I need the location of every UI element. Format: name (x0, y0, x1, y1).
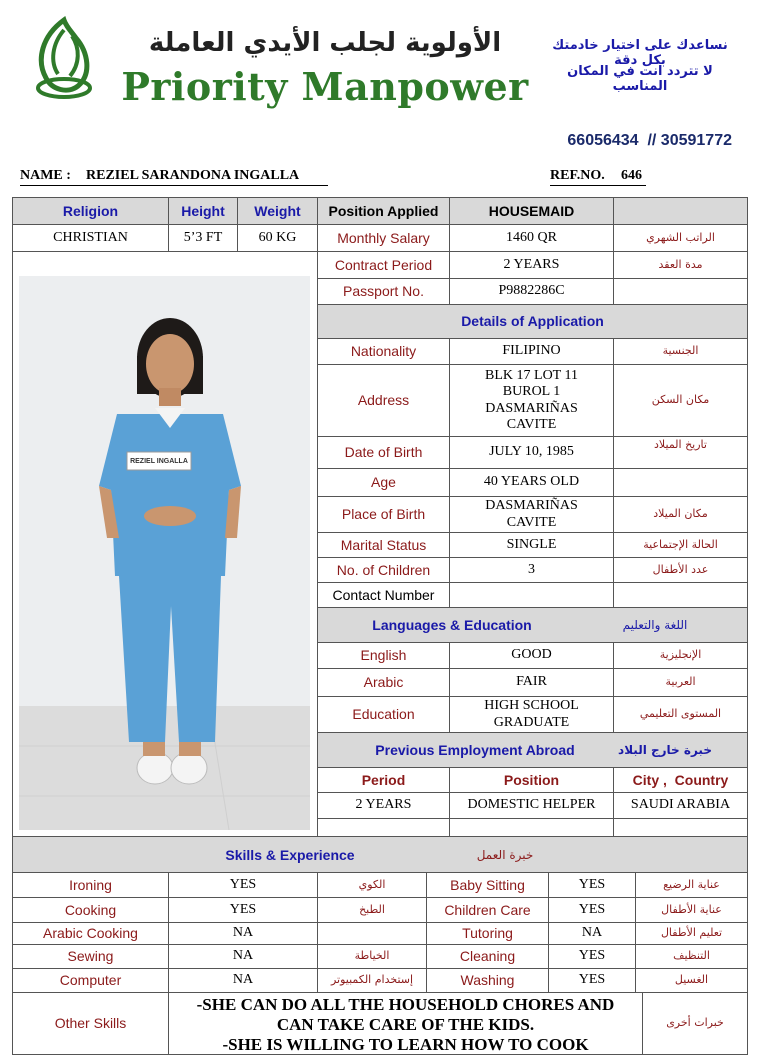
english-label: English (317, 642, 450, 669)
children-value: 3 (449, 557, 614, 583)
skill-left-ar-1: الكوي (317, 872, 427, 898)
prev-country-2 (613, 818, 748, 837)
company-name-ar: الأولوية لجلب الأيدي العاملة (148, 28, 502, 58)
place-of-birth-label: Place of Birth (317, 496, 450, 533)
place-of-birth-value: DASMARIÑAS CAVITE (449, 496, 614, 533)
height-value: 5’3 FT (168, 224, 238, 252)
children-ar: عدد الأطفال (613, 557, 748, 583)
skill-right-ar-3: تعليم الأطفال (635, 922, 748, 945)
address-value: BLK 17 LOT 11 BUROL 1 DASMARIÑAS CAVITE (449, 364, 614, 437)
children-label: No. of Children (317, 557, 450, 583)
skill-right-label-5: Washing (426, 968, 549, 993)
skill-right-value-4: YES (548, 944, 636, 969)
prev-employment-title-ar: خبرة خارج البلاد (618, 743, 712, 757)
address-label: Address (317, 364, 450, 437)
age-label: Age (317, 468, 450, 497)
height-header: Height (168, 197, 238, 225)
contract-period-value: 2 YEARS (449, 251, 614, 279)
city-country-header: City , Country (613, 767, 748, 793)
prev-position-1: DOMESTIC HELPER (449, 792, 614, 819)
skill-right-label-4: Cleaning (426, 944, 549, 969)
name-underline (20, 185, 328, 186)
period-header: Period (317, 767, 450, 793)
prev-country-1: SAUDI ARABIA (613, 792, 748, 819)
position-header: Position (449, 767, 614, 793)
skill-right-ar-4: التنظيف (635, 944, 748, 969)
languages-title-ar: اللغة والتعليم (622, 618, 688, 632)
skill-right-value-1: YES (548, 872, 636, 898)
prev-period-1: 2 YEARS (317, 792, 450, 819)
contact-number-ar (613, 582, 748, 608)
skill-left-ar-3 (317, 922, 427, 945)
age-value: 40 YEARS OLD (449, 468, 614, 497)
details-section-header: Details of Application (317, 304, 748, 339)
skill-left-label-3: Arabic Cooking (12, 922, 169, 945)
place-of-birth-ar: مكان الميلاد (613, 496, 748, 533)
logo (22, 16, 106, 100)
contact-number-label: Contact Number (317, 582, 450, 608)
contract-period-ar: مدة العقد (613, 251, 748, 279)
skill-right-ar-5: الغسيل (635, 968, 748, 993)
prev-employment-title: Previous Employment Abroad (375, 742, 575, 758)
other-skills-line-3: -SHE IS WILLING TO LEARN HOW TO COOK (222, 1035, 589, 1054)
weight-header: Weight (237, 197, 318, 225)
company-name-en: Priority Manpower (121, 64, 529, 109)
other-skills-label: Other Skills (12, 992, 169, 1055)
age-ar (613, 468, 748, 497)
ref-value: 646 (621, 168, 642, 183)
nationality-value: FILIPINO (449, 338, 614, 365)
passport-ar (613, 278, 748, 305)
candidate-photo (19, 276, 310, 830)
ref-label: REF.NO. (550, 168, 605, 183)
monthly-salary-value: 1460 QR (449, 224, 614, 252)
position-applied-ar (613, 197, 748, 225)
education-value: HIGH SCHOOL GRADUATE (449, 696, 614, 733)
education-ar: المستوى التعليمي (613, 696, 748, 733)
skill-left-label-5: Computer (12, 968, 169, 993)
name-label: NAME : (20, 168, 71, 183)
other-skills-line-1: -SHE CAN DO ALL THE HOUSEHOLD CHORES AND (196, 995, 615, 1014)
prev-period-2 (317, 818, 450, 837)
skill-left-label-2: Cooking (12, 897, 169, 923)
marital-status-value: SINGLE (449, 532, 614, 558)
skill-left-label-4: Sewing (12, 944, 169, 969)
position-applied-value: HOUSEMAID (449, 197, 614, 225)
religion-value: CHRISTIAN (12, 224, 169, 252)
dob-label: Date of Birth (317, 436, 450, 469)
contract-period-label: Contract Period (317, 251, 450, 279)
marital-status-label: Marital Status (317, 532, 450, 558)
skill-left-ar-4: الخياطة (317, 944, 427, 969)
skill-left-value-3: NA (168, 922, 318, 945)
address-ar: مكان السكن (613, 364, 748, 437)
nationality-ar: الجنسية (613, 338, 748, 365)
arabic-label: Arabic (317, 668, 450, 697)
arabic-value: FAIR (449, 668, 614, 697)
skill-left-value-4: NA (168, 944, 318, 969)
monthly-salary-label: Monthly Salary (317, 224, 450, 252)
other-skills-ar: خبرات أخرى (642, 992, 748, 1055)
skill-left-value-1: YES (168, 872, 318, 898)
other-skills-text (168, 992, 643, 1055)
skill-right-label-3: Tutoring (426, 922, 549, 945)
skill-right-label-2: Children Care (426, 897, 549, 923)
name-value: REZIEL SARANDONA INGALLA (86, 168, 300, 183)
ref-underline (550, 185, 646, 186)
photo-name-badge: REZIEL INGALLA (130, 457, 188, 465)
slogan-line-2: لا تتردد انت في المكان المناسب (567, 64, 713, 94)
english-ar: الإنجليزية (613, 642, 748, 669)
passport-value: P9882286C (449, 278, 614, 305)
weight-value: 60 KG (237, 224, 318, 252)
other-skills-line-2: CAN TAKE CARE OF THE KIDS. (276, 1015, 535, 1034)
nationality-label: Nationality (317, 338, 450, 365)
skill-left-ar-2: الطبخ (317, 897, 427, 923)
contact-number-value (449, 582, 614, 608)
skill-left-ar-5: إستخدام الكمبيوتر (317, 968, 427, 993)
skills-title: Skills & Experience (225, 846, 355, 863)
religion-header: Religion (12, 197, 169, 225)
skill-right-ar-1: عناية الرضيع (635, 872, 748, 898)
arabic-ar: العربية (613, 668, 748, 697)
skill-right-value-2: YES (548, 897, 636, 923)
skill-right-value-3: NA (548, 922, 636, 945)
skills-title-ar: خبرة العمل (476, 847, 534, 862)
monthly-salary-ar: الراتب الشهري (613, 224, 748, 252)
languages-title: Languages & Education (372, 617, 532, 633)
skill-right-value-5: YES (548, 968, 636, 993)
slogan-line-1: نساعدك على اختيار خادمتك بكل دقة (552, 38, 728, 68)
dob-ar: تاريخ الميلاد (613, 436, 748, 469)
phone-numbers: 66056434 // 30591772 (567, 132, 732, 149)
skill-left-label-1: Ironing (12, 872, 169, 898)
skill-right-label-1: Baby Sitting (426, 872, 549, 898)
marital-status-ar: الحالة الإجتماعية (613, 532, 748, 558)
skill-left-value-2: YES (168, 897, 318, 923)
education-label: Education (317, 696, 450, 733)
passport-label: Passport No. (317, 278, 450, 305)
skill-left-value-5: NA (168, 968, 318, 993)
prev-position-2 (449, 818, 614, 837)
skill-right-ar-2: عناية الأطفال (635, 897, 748, 923)
dob-value: JULY 10, 1985 (449, 436, 614, 469)
position-applied-label: Position Applied (317, 197, 450, 225)
english-value: GOOD (449, 642, 614, 669)
